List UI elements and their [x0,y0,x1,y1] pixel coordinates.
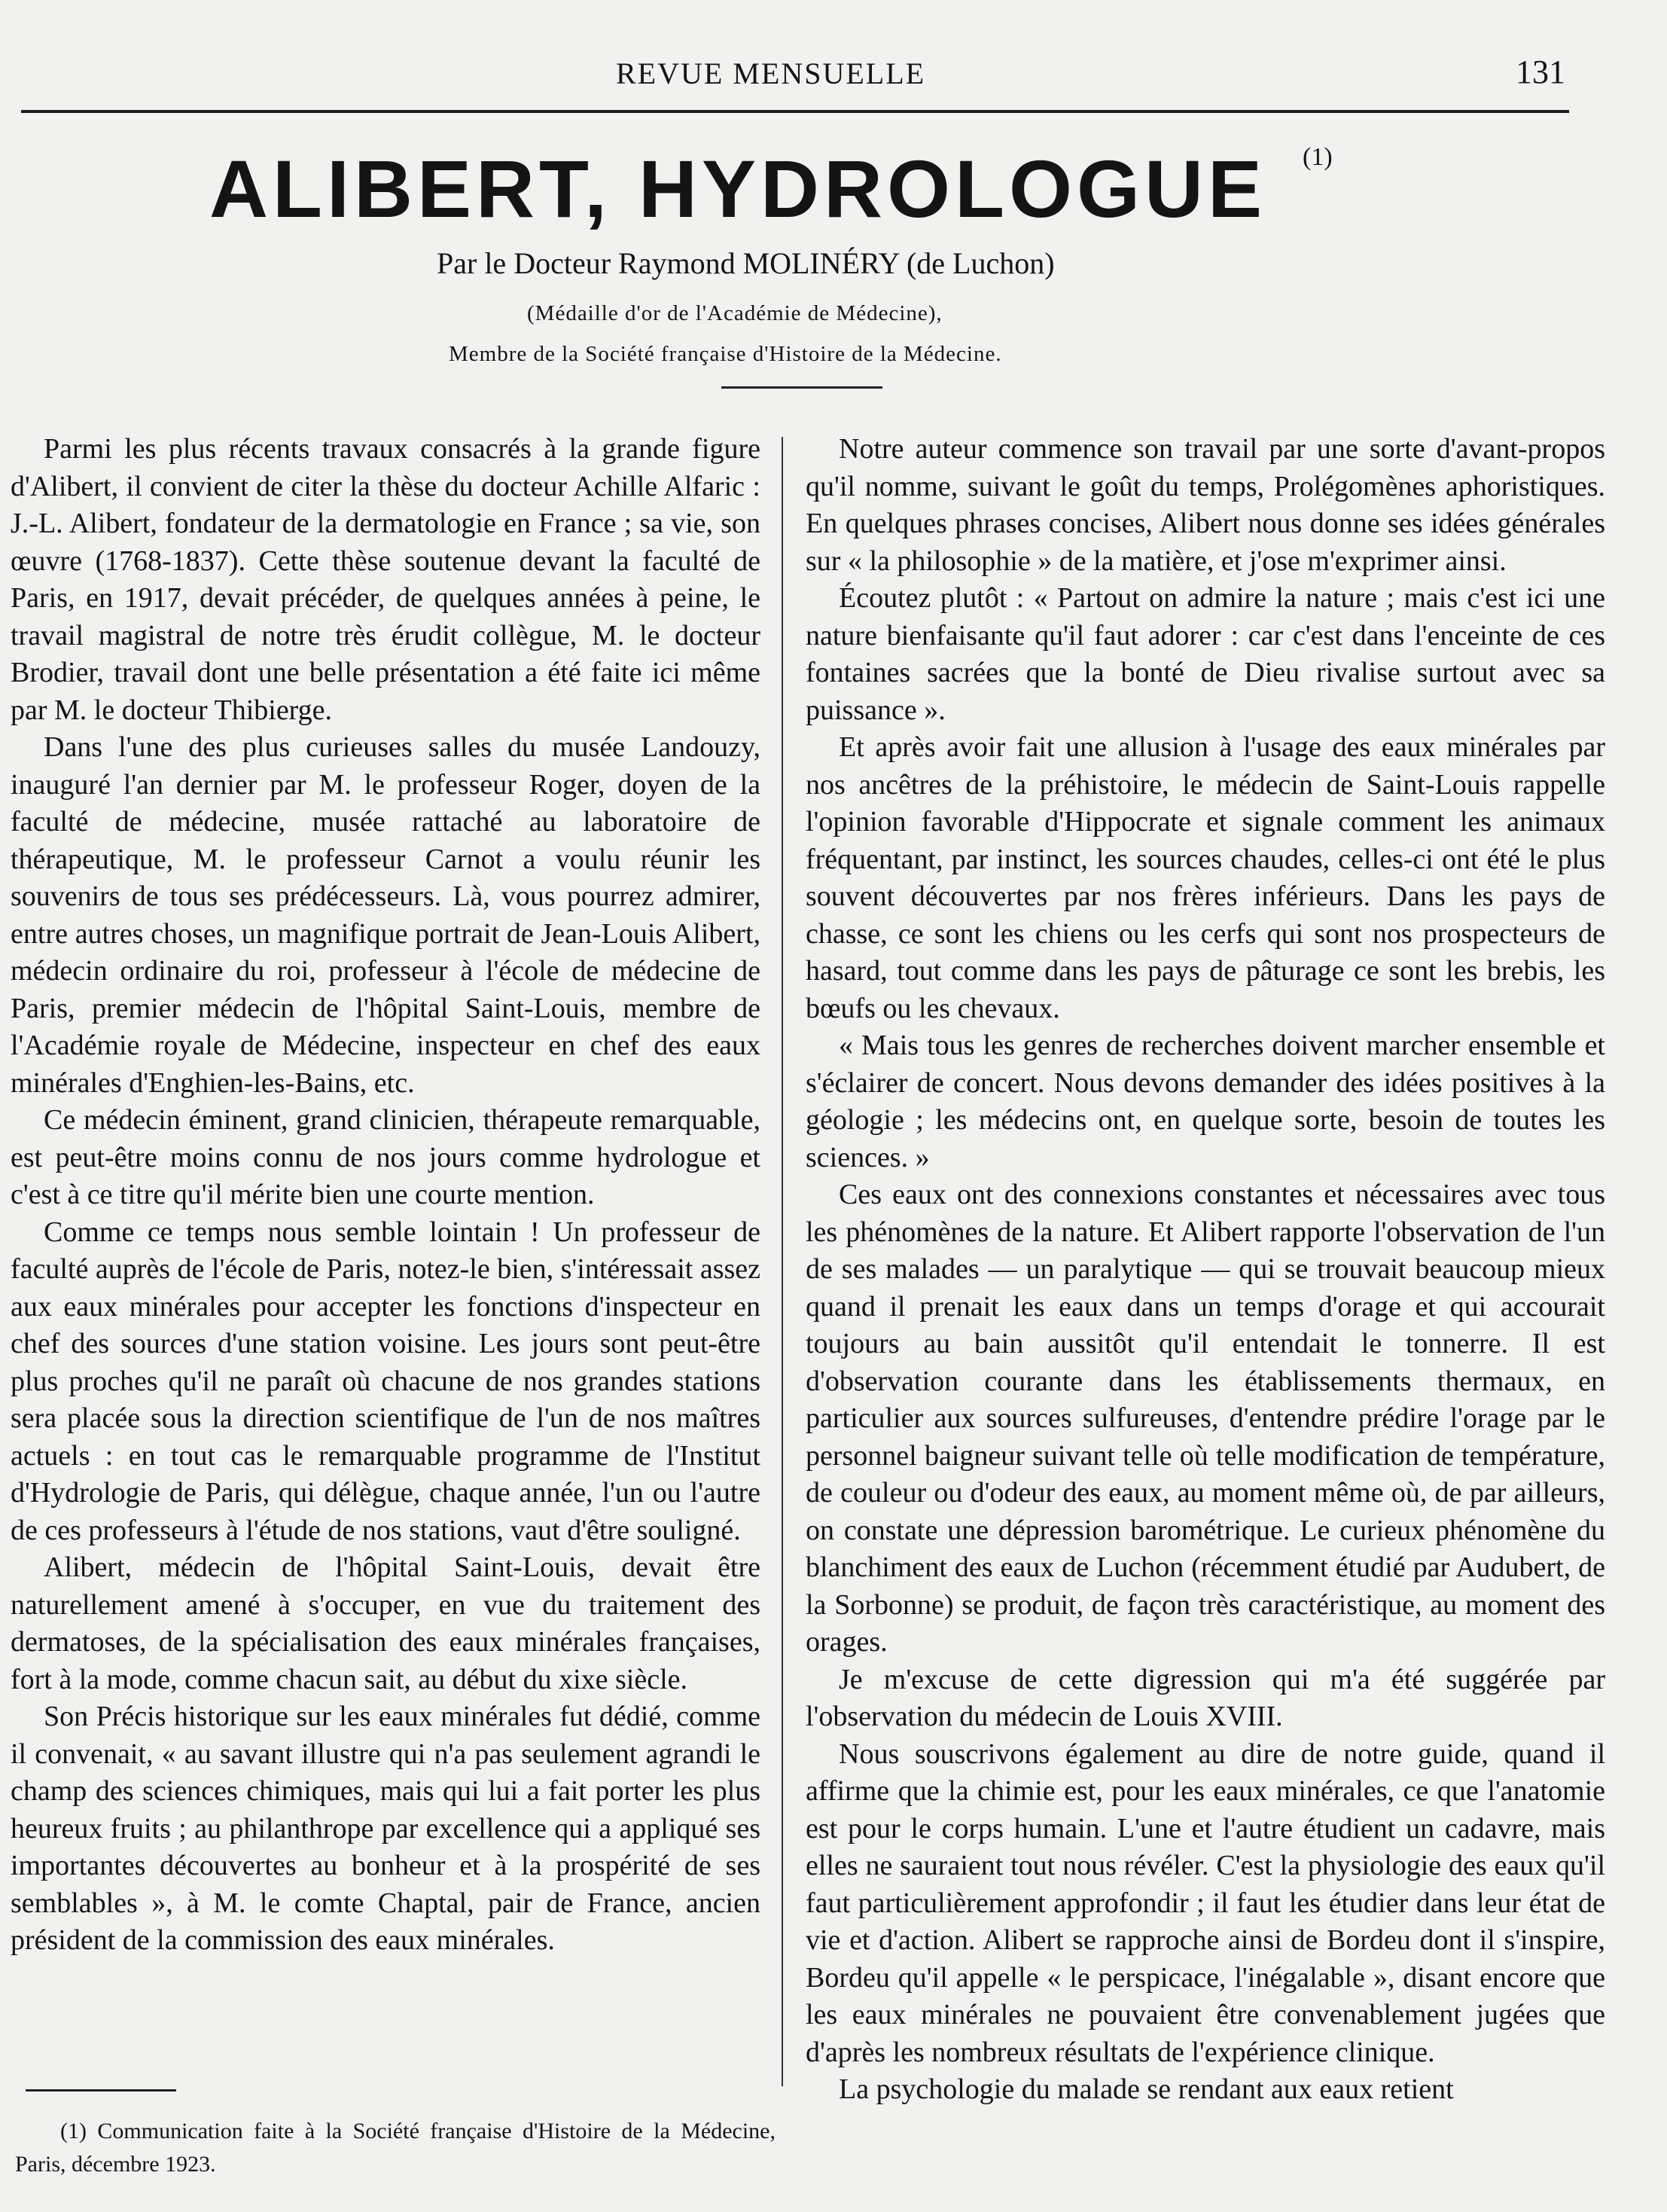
paragraph: La psychologie du malade se rendant aux eaux retient [839,2073,1454,2105]
paragraph: « Mais tous les genres de recherches doivent marcher ensemble et s'éclairer de concert. Nous devons demander des idées positives à la géologie ; les médecins ont, en quelque sorte, besoin de toutes les sciences. » [806,1030,1605,1173]
author-credential-1: (Médaille d'or de l'Académie de Médecine), [527,301,943,325]
author-credential-2: Membre de la Société française d'Histoire de la Médecine. [449,342,1002,366]
title-footnote-marker: (1) [1303,143,1333,171]
header-rule [21,110,1569,113]
paragraph: Comme ce temps nous semble lointain ! Un professeur de faculté auprès de l'école de Paris, notez-le bien, s'intéressait assez aux eaux minérales pour accepter les fonctions d'inspecteur en chef des sources d'une station voisine. Les jours sont peut-être plus proches qu'il ne paraît où chacune de nos grandes stations sera placée sous la direction scientifique de l'un de nos maîtres actuels : en tout cas le remarquable programme de l'Institut d'Hydrologie de Paris, qui délègue, chaque année, l'un ou l'autre de ces professeurs à l'étude de nos stations, vaut d'être souligné. [11,1216,760,1546]
paragraph: Écoutez plutôt : « Partout on admire la nature ; mais c'est ici une nature bienfaisante qu'il faut adorer : car c'est dans l'enceinte de ces fontaines sacrées que la bonté de Dieu rivalise surtout avec sa puissance ». [806,582,1605,726]
paragraph: Et après avoir fait une allusion à l'usage des eaux minérales par nos ancêtres de la préhistoire, le médecin de Saint-Louis rappelle l'opinion favorable d'Hippocrate et signale comment les animaux fréquentant, par instinct, les sources chaudes, celles-ci ont été le plus souvent découvertes par nos frères inférieurs. Dans les pays de chasse, ce sont les chiens ou les cerfs qui sont nos prospecteurs de hasard, tout comme dans les pays de pâturage ce sont les brebis, les bœufs ou les chevaux. [806,731,1605,1024]
author-byline: Par le Docteur Raymond MOLINÉRY (de Luchon) [437,246,1055,280]
footnote-rule [26,2089,176,2091]
paragraph: Nous souscrivons également au dire de notre guide, quand il affirme que la chimie est, pour les eaux minérales, ce que l'anatomie est pour le corps humain. L'une et l'autre étudient un cadavre, mais elles ne sauraient tout nous révéler. C'est la physiologie des eaux qu'il faut particulièrement approfondir ; il faut les étudier dans leur état de vie et d'action. Alibert se rapproche ainsi de Bordeu dont il s'inspire, Bordeu qu'il appelle « le perspicace, l'inégalable », disant encore que les eaux minérales ne pouvaient être convenablement jugées que d'après les nombreux résultats de l'expérience clinique. [806,1738,1605,2068]
title-separator-rule [721,386,882,389]
paragraph: Ce médecin éminent, grand clinicien, thérapeute remarquable, est peut-être moins connu de nos jours comme hydrologue et c'est à ce titre qu'il mérite bien une courte mention. [11,1104,760,1210]
page-number: 131 [1516,53,1565,90]
left-column [11,431,760,1960]
running-title: REVUE MENSUELLE [616,56,926,90]
paragraph: Son Précis historique sur les eaux minérales fut dédié, comme il convenait, « au savant illustre qui n'a pas seulement agrandi le champ des sciences chimiques, mais qui lui a fait porter les plus heureux fruits ; au philanthrope par excellence qui a appliqué ses importantes découvertes au bonheur et à la prospérité de ses semblables », à M. le comte Chaptal, pair de France, ancien président de la commission des eaux minérales. [11,1701,760,1956]
article-title: ALIBERT, HYDROLOGUE [209,143,1267,234]
paragraph: Je m'excuse de cette digression qui m'a été suggérée par l'observation du médecin de Louis XVIII. [806,1663,1605,1732]
paragraph: Parmi les plus récents travaux consacrés à la grande figure d'Alibert, il convient de citer la thèse du docteur Achille Alfaric : J.-L. Alibert, fondateur de la dermatologie en France ; sa vie, son œuvre (1768-1837). Cette thèse soutenue devant la faculté de Paris, en 1917, devait précéder, de quelques années à peine, le travail magistral de notre très érudit collègue, M. le docteur Brodier, travail dont une belle présentation a été faite ici même par M. le docteur Thibierge. [11,433,760,726]
paragraph: Dans l'une des plus curieuses salles du musée Landouzy, inauguré l'an dernier par M. le professeur Roger, doyen de la faculté de médecine, musée rattaché au laboratoire de thérapeutique, M. le professeur Carnot a voulu réunir les souvenirs de tous ses prédécesseurs. Là, vous pourrez admirer, entre autres choses, un magnifique portrait de Jean-Louis Alibert, médecin ordinaire du roi, professeur à l'école de médecine de Paris, premier médecin de l'hôpital Saint-Louis, membre de l'Académie royale de Médecine, inspecteur en chef des eaux minérales d'Enghien-les-Bains, etc. [11,731,760,1099]
column-divider [782,437,783,2086]
paragraph: Ces eaux ont des connexions constantes et nécessaires avec tous les phénomènes de la nature. Et Alibert rapporte l'observation de l'un de ses malades — un paralytique — qui se trouvait beaucoup mieux quand il prenait les eaux dans un temps d'orage et qui accourait toujours au bain aussitôt qu'il entendait le tonnerre. Il est d'observation courante dans les établissements thermaux, en particulier aux sources sulfureuses, d'entendre prédire l'orage par le personnel baigneur suivant telle où telle modification de température, de couleur ou d'odeur des eaux, au moment même où, de par ailleurs, on constate une dépression barométrique. Le curieux phénomène du blanchiment des eaux de Luchon (récemment étudié par Audubert, de la Sorbonne) se produit, de façon très caractéristique, au moment des orages. [806,1179,1605,1658]
footnote: (1) Communication faite à la Société française d'Histoire de la Médecine, Paris, décembre 1923. [15,2119,776,2177]
right-column [806,431,1605,2109]
paragraph: Alibert, médecin de l'hôpital Saint-Louis, devait être naturellement amené à s'occuper, en vue du traitement des dermatoses, de la spécialisation des eaux minérales françaises, fort à la mode, comme chacun sait, au début du xixe siècle. [11,1551,760,1695]
paragraph: Notre auteur commence son travail par une sorte d'avant-propos qu'il nomme, suivant le goût du temps, Prolégomènes aphoristiques. En quelques phrases concises, Alibert nous donne ses idées générales sur « la philosophie » de la matière, et j'ose m'exprimer ainsi. [806,433,1605,577]
running-head [0,53,1667,105]
